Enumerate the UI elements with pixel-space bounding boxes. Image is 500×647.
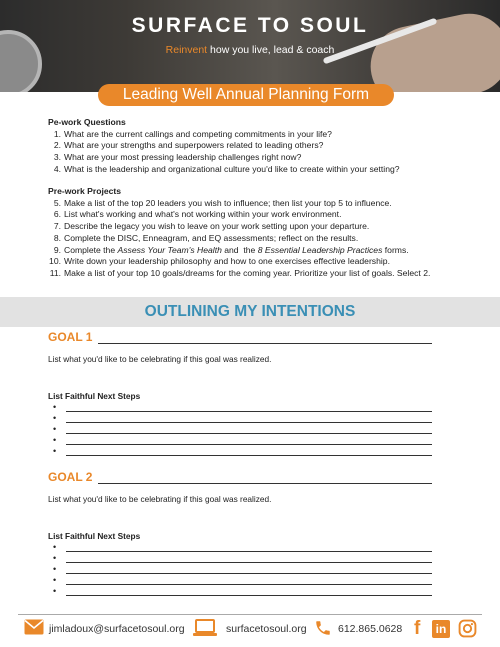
laptop-icon (193, 619, 217, 637)
list-item: 5. Make a list of the top 20 leaders you wish to influence; then list your top 5 to influence. (53, 197, 392, 208)
header-banner (0, 0, 500, 92)
goal-1-steps-heading: List Faithful Next Steps (48, 391, 141, 401)
form-title: Leading Well Annual Planning Form (98, 84, 394, 106)
list-item: 2. What are your strengths and superpowers related to leading others? (53, 140, 324, 151)
goal-2-prompt: List what you'd like to be celebrating if this goal was realized. (48, 494, 272, 504)
step-row: • (53, 445, 432, 456)
step-row: • (53, 434, 432, 445)
goal-2-field[interactable] (98, 474, 432, 484)
tagline-rest: how you live, lead & coach (210, 44, 335, 56)
step-row: • (53, 423, 432, 434)
goal-1-prompt: List what you'd like to be celebrating if this goal was realized. (48, 354, 272, 364)
envelope-icon (24, 619, 44, 635)
prework-projects (48, 186, 430, 280)
step-field[interactable] (66, 403, 432, 412)
tagline-accent: Reinvent (165, 44, 208, 56)
list-item: 11. Make a list of your top 10 goals/dreams for the coming year. Prioritize your list of goals. Select 2. (49, 267, 431, 278)
step-field[interactable] (66, 565, 432, 574)
footer (0, 619, 500, 641)
list-item: 7. Describe the legacy you wish to leave on your work setting upon your departure. (53, 221, 370, 232)
linkedin-icon[interactable]: in (432, 620, 450, 638)
step-field[interactable] (66, 414, 432, 423)
wristwatch-image (0, 30, 42, 92)
list-item: 4. What is the leadership and organizational culture you'd like to create within your setting? (53, 163, 400, 174)
list-item: 8. Complete the DISC, Enneagram, and EQ assessments; reflect on the results. (53, 232, 359, 243)
facebook-icon[interactable]: f (414, 618, 421, 639)
instagram-icon[interactable] (458, 619, 477, 638)
goal-2-block (48, 470, 432, 596)
band-title: OUTLINING MY INTENTIONS (144, 303, 356, 320)
prework-questions (48, 117, 400, 176)
list-item: 9. Complete the Assess Your Team's Health and the 8 Essential Leadership Practices forms. (53, 244, 409, 255)
step-field[interactable] (66, 447, 432, 456)
step-field[interactable] (66, 576, 432, 585)
brand-title: SURFACE TO SOUL (131, 14, 369, 37)
step-row: • (53, 412, 432, 423)
footer-phone[interactable]: 612.865.0628 (338, 623, 403, 635)
step-field[interactable] (66, 554, 432, 563)
step-field[interactable] (66, 425, 432, 434)
step-row: • (53, 563, 432, 574)
goal-2-steps-heading: List Faithful Next Steps (48, 531, 141, 541)
list-item: 3. What are your most pressing leadership challenges right now? (53, 152, 302, 163)
step-field[interactable] (66, 543, 432, 552)
step-row: • (53, 574, 432, 585)
goal-1-label: GOAL 1 (48, 330, 93, 344)
tagline (0, 44, 500, 56)
section-band (0, 297, 500, 327)
step-row: • (53, 585, 432, 596)
goal-2-label: GOAL 2 (48, 470, 93, 484)
step-field[interactable] (66, 436, 432, 445)
step-row: • (53, 552, 432, 563)
step-field[interactable] (66, 587, 432, 596)
footer-divider (18, 614, 482, 615)
step-row: • (53, 541, 432, 552)
list-item: 6. List what's working and what's not working within your work environment. (53, 209, 342, 220)
goal-1-block (48, 330, 432, 456)
list-item: 10. Write down your leadership philosophy and how to one exercises effective leadership. (49, 256, 390, 267)
footer-website[interactable]: surfacetosoul.org (226, 623, 307, 635)
prework-projects-heading: Pre-work Projects (48, 186, 122, 196)
footer-email[interactable]: jimladoux@surfacetosoul.org (49, 623, 185, 635)
phone-icon (314, 619, 332, 637)
prework-questions-heading: Pe-work Questions (48, 117, 126, 127)
list-item: 1. What are the current callings and competing commitments in your life? (53, 128, 332, 139)
step-row: • (53, 401, 432, 412)
goal-1-field[interactable] (98, 334, 432, 344)
